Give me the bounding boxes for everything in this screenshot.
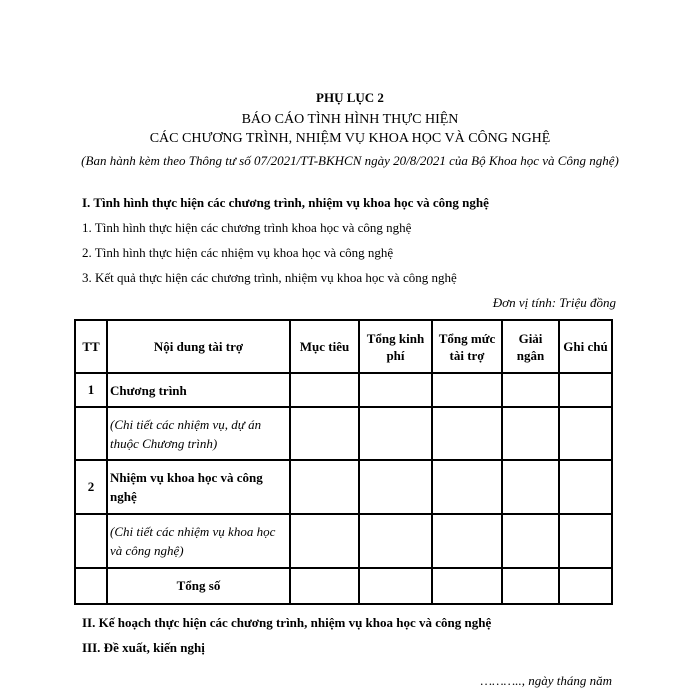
report-title-line2: CÁC CHƯƠNG TRÌNH, NHIỆM VỤ KHOA HỌC VÀ CÔNG NGHỆ [149, 131, 551, 146]
cell-disbursed [502, 407, 559, 460]
section3-title: III. Đề xuất, kiến nghị [82, 640, 205, 655]
cell-note [559, 514, 612, 568]
row-tt [75, 514, 107, 568]
currency-unit-note: Đơn vị tính: Triệu đồng [492, 295, 616, 310]
table-total-row [75, 568, 612, 604]
total-label: Tổng số [107, 568, 290, 604]
header-disbursed: Giải ngân [502, 320, 559, 373]
cell-goal [290, 514, 359, 568]
row-tt [75, 407, 107, 460]
header-note: Ghi chú [559, 320, 612, 373]
table-row [75, 460, 612, 514]
appendix-title: PHỤ LỤC 2 [316, 90, 384, 105]
cell-total-budget [359, 568, 432, 604]
issued-by-note: (Ban hành kèm theo Thông tư số 07/2021/TT-BKHCN ngày 20/8/2021 của Bộ Khoa học và Công nghệ) [81, 153, 619, 168]
signature-date-line: ……….., ngày tháng năm [480, 673, 612, 688]
row-tt: 1 [75, 373, 107, 407]
section1-item-3: 3. Kết quả thực hiện các chương trình, nhiệm vụ khoa học và công nghệ [82, 270, 457, 285]
cell-goal [290, 568, 359, 604]
cell-disbursed [502, 373, 559, 407]
row-content: (Chi tiết các nhiệm vụ khoa học và công nghệ) [107, 514, 290, 568]
section1-title: I. Tình hình thực hiện các chương trình, nhiệm vụ khoa học và công nghệ [82, 195, 489, 210]
cell-total-funding [432, 460, 502, 514]
report-title-line1: BÁO CÁO TÌNH HÌNH THỰC HIỆN [241, 112, 459, 127]
cell-goal [290, 373, 359, 407]
section1-item-2: 2. Tình hình thực hiện các nhiệm vụ khoa học và công nghệ [82, 245, 394, 260]
cell-note [559, 568, 612, 604]
cell-disbursed [502, 460, 559, 514]
table-row [75, 514, 612, 568]
header-content: Nội dung tài trợ [107, 320, 290, 373]
cell-total-funding [432, 373, 502, 407]
row-tt [75, 568, 107, 604]
header-total-budget: Tổng kinh phí [359, 320, 432, 373]
table-row [75, 373, 612, 407]
cell-goal [290, 460, 359, 514]
table-header-row [75, 320, 612, 373]
section1-item-1: 1. Tình hình thực hiện các chương trình khoa học và công nghệ [82, 220, 412, 235]
cell-disbursed [502, 514, 559, 568]
header-goal: Mục tiêu [290, 320, 359, 373]
cell-total-budget [359, 407, 432, 460]
cell-disbursed [502, 568, 559, 604]
funding-table [74, 319, 613, 605]
cell-note [559, 407, 612, 460]
cell-total-budget [359, 514, 432, 568]
cell-total-funding [432, 568, 502, 604]
header-tt: TT [75, 320, 107, 373]
section2-title: II. Kế hoạch thực hiện các chương trình, nhiệm vụ khoa học và công nghệ [82, 615, 492, 630]
row-tt: 2 [75, 460, 107, 514]
cell-goal [290, 407, 359, 460]
cell-note [559, 460, 612, 514]
row-content: (Chi tiết các nhiệm vụ, dự án thuộc Chương trình) [107, 407, 290, 460]
row-content: Chương trình [107, 373, 290, 407]
header-total-funding: Tổng mức tài trợ [432, 320, 502, 373]
cell-total-funding [432, 514, 502, 568]
cell-note [559, 373, 612, 407]
cell-total-budget [359, 460, 432, 514]
table-row [75, 407, 612, 460]
row-content: Nhiệm vụ khoa học và công nghệ [107, 460, 290, 514]
cell-total-funding [432, 407, 502, 460]
cell-total-budget [359, 373, 432, 407]
